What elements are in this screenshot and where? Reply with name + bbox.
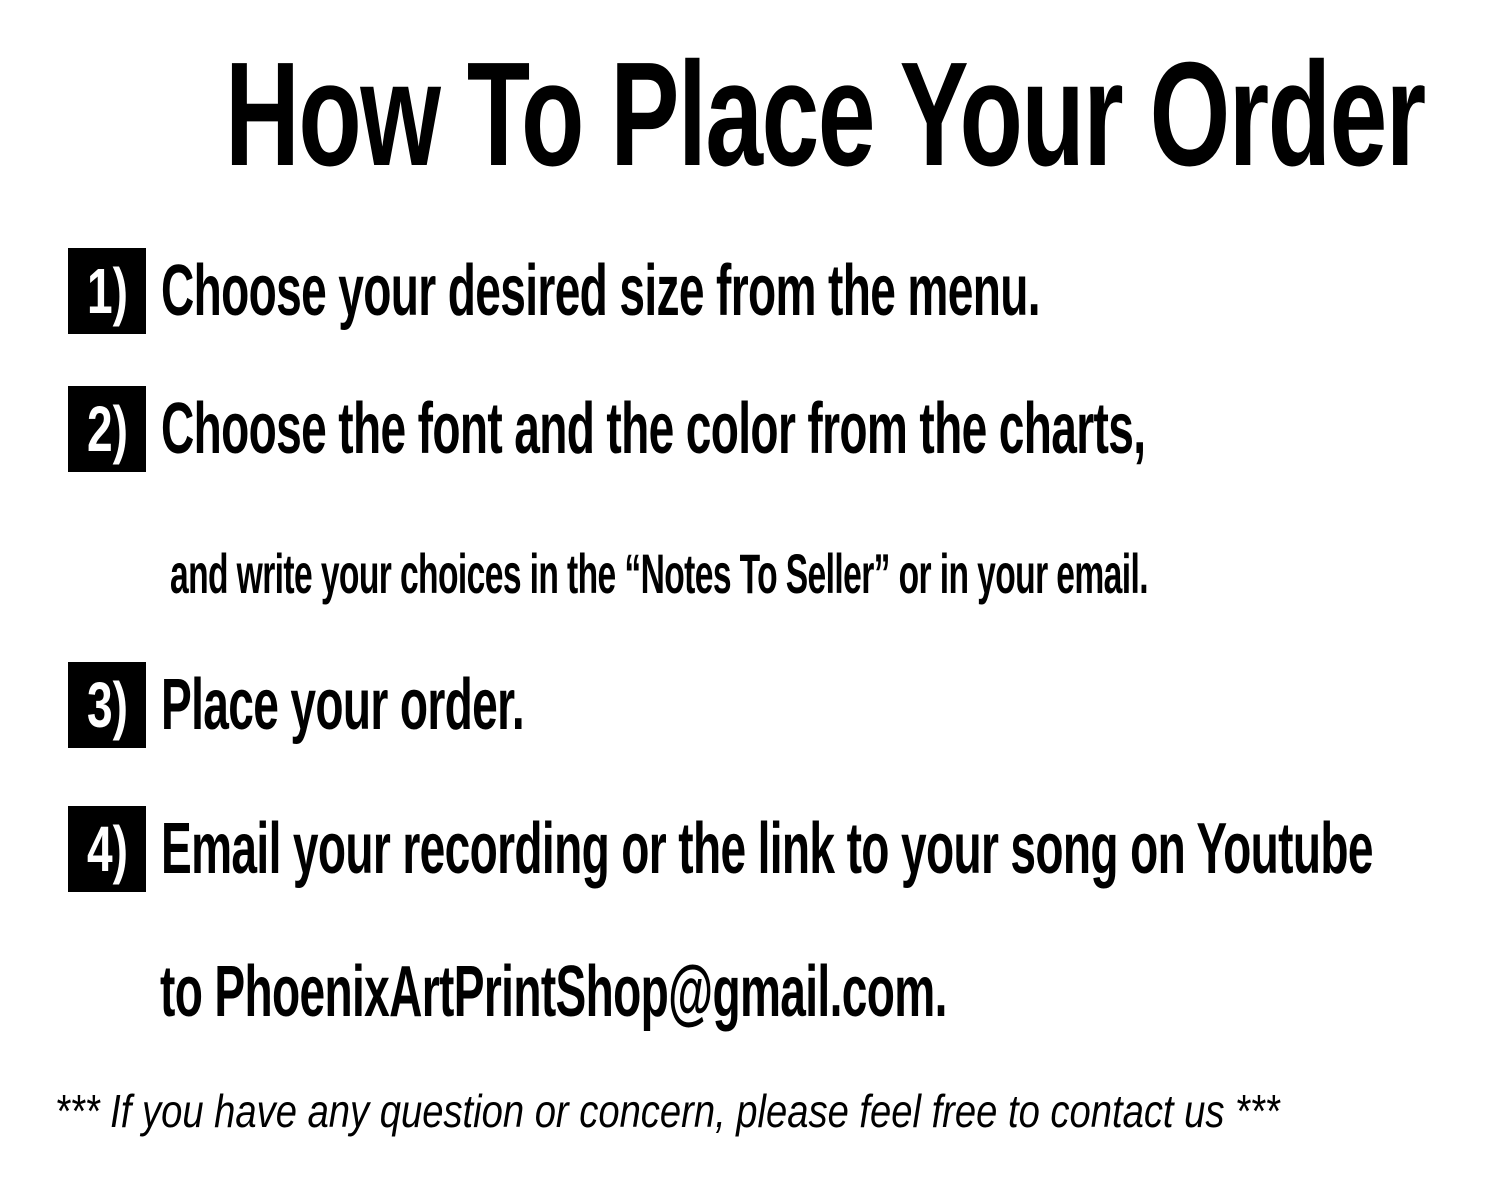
step-row-3 — [68, 662, 728, 748]
footer-contact-note: *** If you have any question or concern, please feel free to contact us *** — [55, 1085, 1280, 1137]
step-2-number: 2) — [86, 393, 128, 465]
step-2-text: Choose the font and the color from the charts, — [161, 389, 1146, 469]
step-3-text: Place your order. — [161, 665, 525, 745]
step-1-badge — [68, 248, 146, 334]
step-row-4 — [68, 806, 1500, 892]
step-row-1 — [68, 248, 1500, 334]
step-2-badge — [68, 386, 146, 472]
step-row-2 — [68, 386, 1500, 472]
step-3-badge — [68, 662, 146, 748]
step-4-continuation: to PhoenixArtPrintShop@gmail.com. — [160, 952, 947, 1032]
step-4-text: Email your recording or the link to your song on Youtube — [161, 809, 1373, 889]
step-4-badge — [68, 806, 146, 892]
step-4-number: 4) — [86, 813, 128, 885]
step-2-continuation: and write your choices in the “Notes To Seller” or in your email. — [170, 542, 1148, 605]
page-title: How To Place Your Order — [225, 32, 1425, 197]
step-1-text: Choose your desired size from the menu. — [161, 251, 1040, 331]
step-1-number: 1) — [86, 255, 128, 327]
step-3-number: 3) — [86, 669, 128, 741]
